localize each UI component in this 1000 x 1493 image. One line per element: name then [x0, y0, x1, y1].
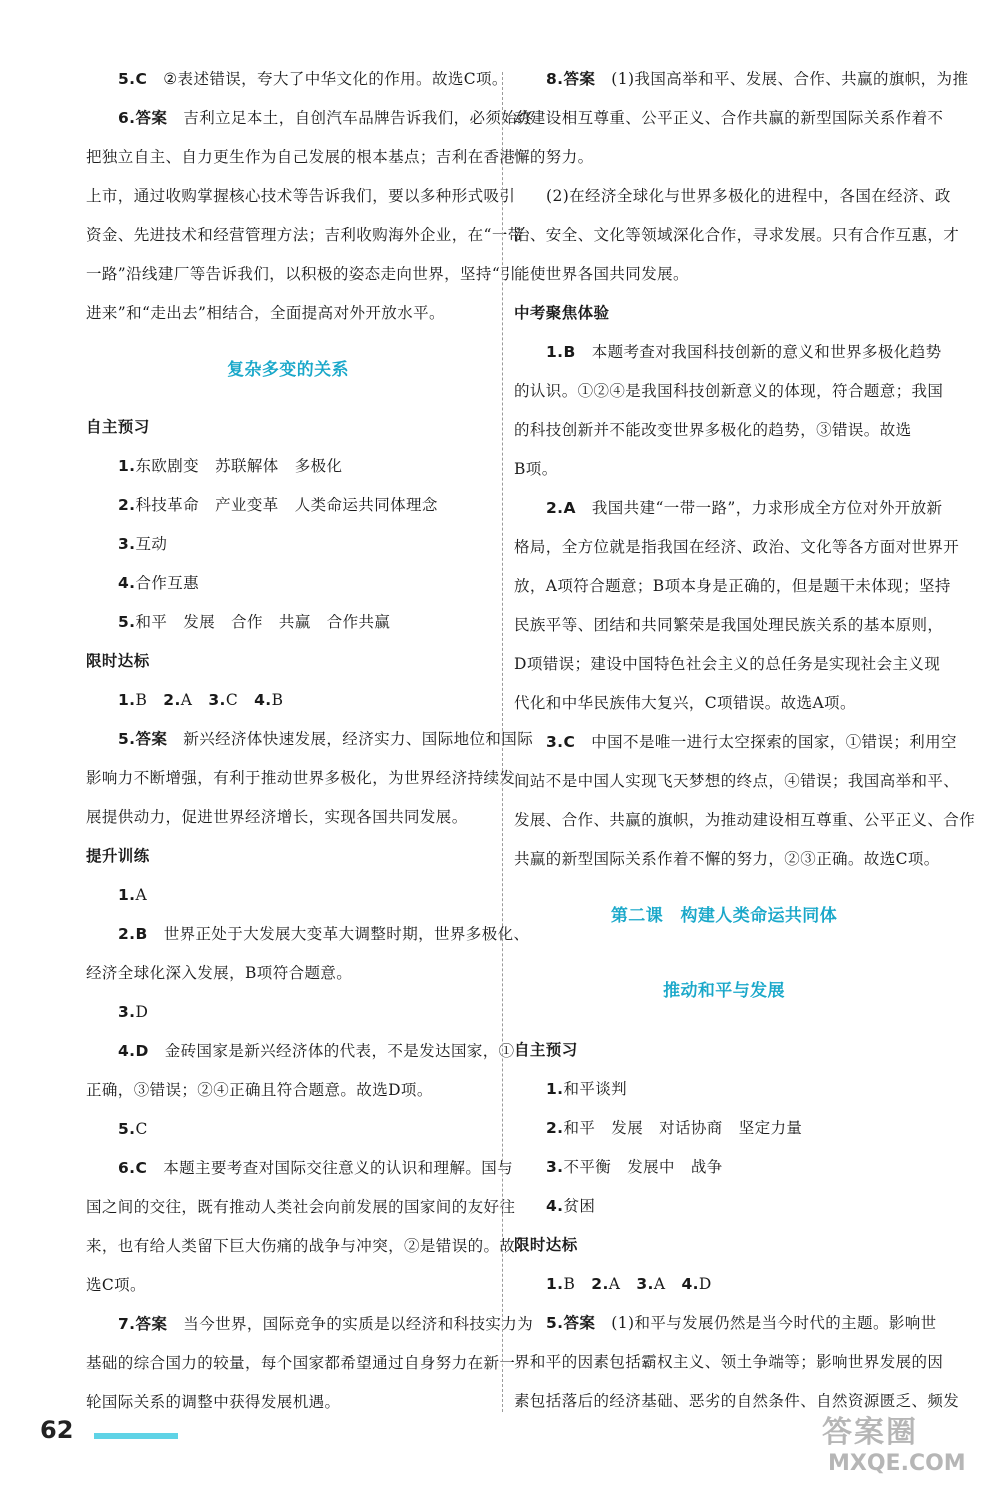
- section-label: 自主预习: [86, 418, 150, 436]
- answer-2: 2.A 我国共建“一带一路”，力求形成全方位对外开放新 格局，全方位就是指我国在经济、政治、文化等各方面对世界开 放，A项符合题意；B项本身是正确的，但是题干未体现；坚持 民族平等、团结和共同繁荣是我国处理民族关系的基本原则， D项错误；建设中国特色社会主义的总任务是实现社会主义现 代化和中华民族伟大复兴，C项错误。故选A项。: [514, 499, 960, 712]
- answer-3: 3.D: [118, 1003, 149, 1021]
- column-divider: [502, 72, 503, 1412]
- section-label: 中考聚焦体验: [514, 304, 610, 322]
- answer-5: 5.答案 (1)和平与发展仍然是当今时代的主题。影响世 界和平的因素包括霸权主义、领土争端等；影响世界发展的因 素包括落后的经济基础、恶劣的自然条件、自然资源匮乏、频发: [514, 1314, 960, 1410]
- lesson-title: 第二课 构建人类命运共同体: [610, 906, 838, 926]
- section-title: 复杂多变的关系: [227, 360, 349, 380]
- answer-5c: 5.C ②表述错误，夸大了中华文化的作用。故选C项。: [118, 70, 508, 88]
- answer-2: 2.B 世界正处于大发展大变革大调整时期，世界多极化、 经济全球化深入发展，B项符合题意。: [86, 925, 530, 982]
- self-study-list: [86, 447, 490, 642]
- answer-1: 1.B 本题考查对我国科技创新的意义和世界多极化趋势 的认识。①②④是我国科技创新意义的体现，符合题意；我国 的科技创新并不能改变世界多极化的趋势，③错误。故选 B项。: [514, 343, 944, 478]
- section-label: 限时达标: [514, 1236, 578, 1254]
- right-column: [514, 60, 976, 1421]
- self-study-list: [514, 1070, 934, 1226]
- watermark-logo-text: 答案圈: [822, 1415, 918, 1450]
- list-item: 3.互动: [118, 535, 168, 553]
- watermark-site: MXQE.COM: [828, 1451, 966, 1476]
- answer-5: 5.C: [118, 1120, 148, 1138]
- list-item: 1.东欧剧变 苏联解体 多极化: [118, 457, 343, 475]
- answer-7: 7.答案 当今世界，国际竞争的实质是以经济和科技实力为 基础的综合国力的较量，每个国家都希望通过自身努力在新一 轮国际关系的调整中获得发展机遇。: [86, 1315, 534, 1411]
- answer-6: 6.答案 吉利立足本土，自创汽车品牌告诉我们，必须始终 把独立自主、自力更生作为自己发展的根本基点；吉利在香港 上市，通过收购掌握核心技术等告诉我们，要以多种形式吸引 资金、先进技术和经营管理方法；吉利收购海外企业，在“一带 一路”沿线建厂等告诉我们，以积极的姿态走向世界，坚持“引 进来”和“走出去”相结合，全面提高对外开放水平。: [86, 109, 534, 322]
- answer-row: 1.B 2.A 3.A 4.D: [546, 1275, 712, 1293]
- left-column: [86, 60, 534, 1422]
- answer-5: 5.答案 新兴经济体快速发展，经济实力、国际地位和国际 影响力不断增强，有利于推动世界多极化，为世界经济持续发 展提供动力，促进世界经济增长，实现各国共同发展。: [86, 730, 534, 826]
- list-item: 2.和平 发展 对话协商 坚定力量: [546, 1119, 803, 1137]
- list-item: 4.合作互惠: [118, 574, 200, 592]
- answer-6: 6.C 本题主要考查对国际交往意义的认识和理解。国与 国之间的交往，既有推动人类社会向前发展的国家间的友好往 来，也有给人类留下巨大伤痛的战争与冲突，②是错误的。故 选C项。: [86, 1159, 516, 1294]
- section-label: 限时达标: [86, 652, 150, 670]
- page-number-bar: [94, 1433, 178, 1439]
- list-item: 3.不平衡 发展中 战争: [546, 1158, 723, 1176]
- answer-row: 1.B 2.A 3.C 4.B: [118, 691, 284, 709]
- list-item: 2.科技革命 产业变革 人类命运共同体理念: [118, 496, 438, 514]
- answer-8: 8.答案 (1)我国高举和平、发展、合作、共赢的旗帜，为推 动建设相互尊重、公平正义、合作共赢的新型国际关系作着不 懈的努力。 (2)在经济全球化与世界多极化的进程中，各国在经济、政 治、安全、文化等领域深化合作，寻求发展。只有合作互惠，才 能使世界各国共同发展。: [514, 70, 969, 283]
- answer-4: 4.D 金砖国家是新兴经济体的代表，不是发达国家，① 正确，③错误；②④正确且符合题意。故选D项。: [86, 1042, 515, 1099]
- list-item: 1.和平谈判: [546, 1080, 628, 1098]
- list-item: 5.和平 发展 合作 共赢 合作共赢: [118, 613, 391, 631]
- watermark-logo: [816, 1399, 992, 1489]
- page-number: 62: [40, 1416, 74, 1444]
- answer-3: 3.C 中国不是唯一进行太空探索的国家，①错误；利用空 间站不是中国人实现飞天梦想的终点，④错误；我国高举和平、 发展、合作、共赢的旗帜，为推动建设相互尊重、公平正义、合作 共赢的新型国际关系作着不懈的努力，②③正确。故选C项。: [514, 733, 976, 868]
- section-label: 自主预习: [514, 1041, 578, 1059]
- answer-1: 1.A: [118, 886, 148, 904]
- section-label: 提升训练: [86, 847, 150, 865]
- list-item: 4.贫困: [546, 1197, 596, 1215]
- section-title: 推动和平与发展: [663, 981, 785, 1001]
